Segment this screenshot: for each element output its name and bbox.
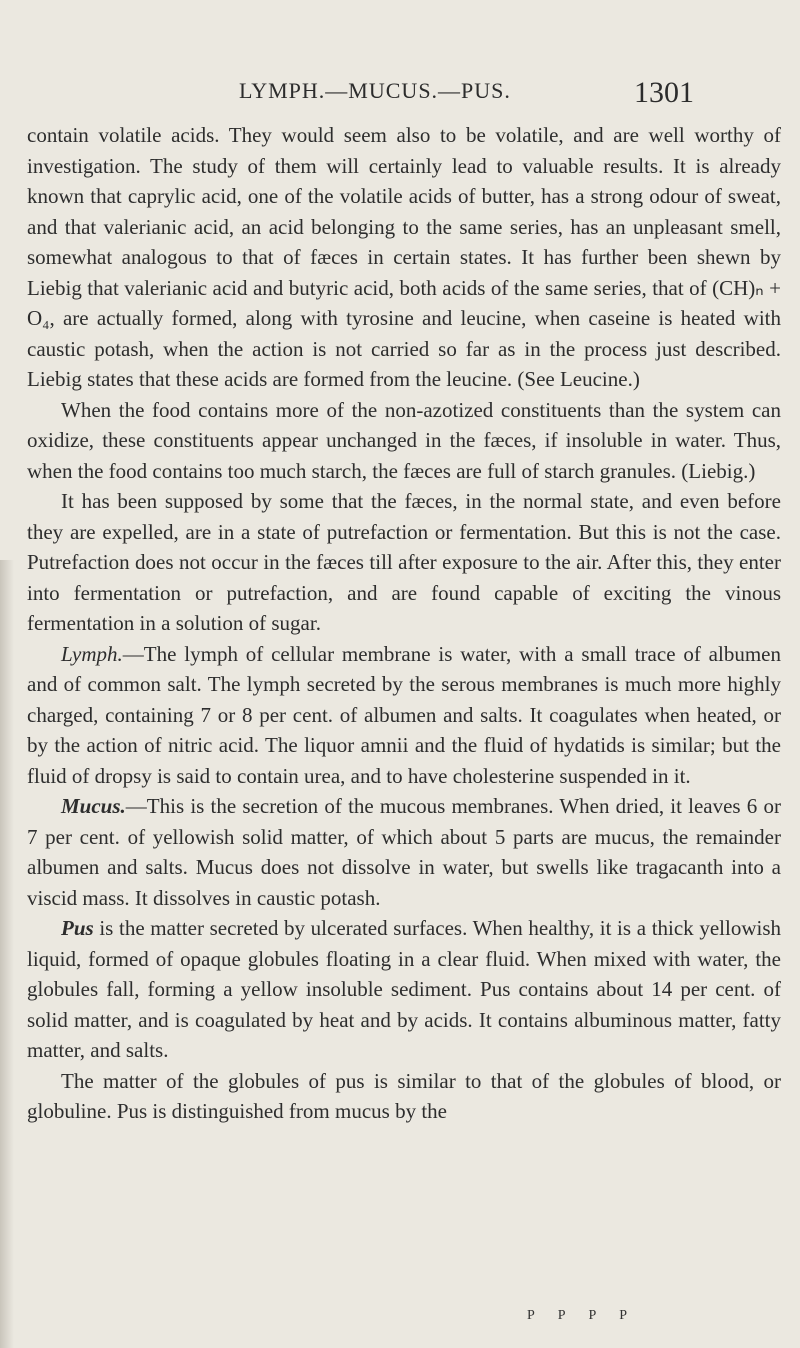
paragraph-pus-globules — [27, 1066, 781, 1127]
section-heading-mucus: Mucus. — [61, 794, 126, 818]
paragraph-text: The matter of the globules of pus is similar to that of the globules of blood, or globuline. Pus is distinguished from mucus by the — [27, 1068, 781, 1123]
paragraph-non-azotized — [27, 395, 781, 487]
section-heading-lymph: Lymph. — [61, 641, 123, 666]
paragraph-text: contain volatile acids. They would seem also to be volatile, and are well worthy of investigation. The study of them will certainly lead to valuable results. It is already known that caprylic acid, one of the volatile acids of butter, has a strong odour of sweat, and that valerianic acid, an acid belonging to the same series, has an unpleasant smell, somewhat analogous to that of fæces in certain states. It has further been shewn by Liebig that valerianic acid and butyric acid, both acids of the same series, that of (CH)ₙ + O₄, are actually formed, along with tyrosine and leucine, when caseine is heated with caustic potash, when the action is not carried so far as in the process just described. Liebig states that these acids are formed from the leucine. (See Leucine.) — [27, 123, 781, 391]
section-heading-pus: Pus — [61, 916, 94, 940]
paragraph-text: —The lymph of cellular membrane is water, with a small trace of albumen and of common salt. The lymph secreted by the serous membranes is much more highly charged, containing 7 or 8 per cent. of albumen and salts. It coagulates when heated, or by the action of nitric acid. The liquor amnii and the fluid of hydatids is similar; but the fluid of dropsy is said to contain urea, and to have cholesterine suspended in it. — [27, 641, 781, 788]
paragraph-putrefaction — [27, 486, 781, 639]
paragraph-text: When the food contains more of the non-azotized constituents than the system can oxidize, these constituents appear unchanged in the fæces, if insoluble in water. Thus, when the food contains too much starch, the fæces are full of starch granules. (Liebig.) — [27, 397, 781, 483]
body-text — [27, 120, 781, 1127]
page-header — [0, 76, 800, 116]
paragraph-pus — [27, 913, 781, 1066]
page-gutter-shadow — [0, 560, 14, 1348]
running-head: LYMPH.—MUCUS.—PUS. — [239, 78, 511, 103]
paragraph-text: —This is the secretion of the mucous membranes. When dried, it leaves 6 or 7 per cent. of yellowish solid matter, of which about 5 parts are mucus, the remainder albumen and salts. Mucus does not dissolve in water, but swells like tragacanth into a viscid mass. It dissolves in caustic potash. — [27, 794, 781, 910]
printer-signature-mark: P P P P — [527, 1308, 638, 1323]
paragraph-text: It has been supposed by some that the fæces, in the normal state, and even before they are expelled, are in a state of putrefaction or fermentation. But this is not the case. Putrefaction does not occur in the fæces till after exposure to the air. After this, they enter into fermentation or putrefaction, and are found capable of exciting the vinous fermentation in a solution of sugar. — [27, 489, 781, 635]
paragraph-lymph — [27, 639, 781, 792]
paragraph-mucus — [27, 791, 781, 913]
paragraph-volatile-acids — [27, 120, 781, 395]
page-number: 1301 — [634, 76, 694, 109]
paragraph-text: is the matter secreted by ulcerated surfaces. When healthy, it is a thick yellowish liquid, formed of opaque globules floating in a clear fluid. When mixed with water, the globules fall, forming a yellow insoluble sediment. Pus contains about 14 per cent. of solid matter, and is coagulated by heat and by acids. It contains albuminous matter, fatty matter, and salts. — [27, 916, 781, 1062]
